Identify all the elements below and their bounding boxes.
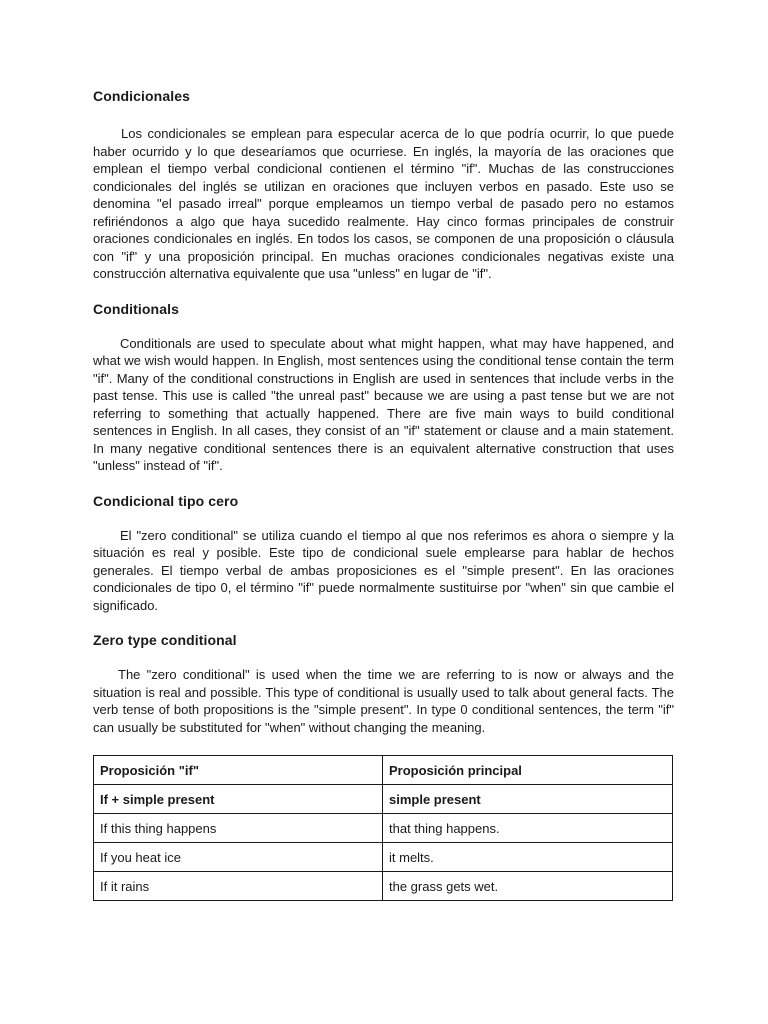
paragraph-condicional-tipo-cero: El "zero conditional" se utiliza cuando el tiempo al que nos referimos es ahora o siempre y la situación es real y posible. Este tipo de condicional suele emplearse para hablar de hechos generales. El tiempo verbal de ambas proposiciones es el "simple present". En las oraciones condicionales de tipo 0, el término "if" puede normalmente sustituirse por "when" sin que cambie el significado. — [93, 527, 674, 613]
table-row — [94, 872, 673, 901]
table-cell: the grass gets wet. — [383, 872, 673, 901]
section-heading-condicional-tipo-cero: Condicional tipo cero — [93, 492, 239, 509]
table-cell: If this thing happens — [94, 814, 383, 843]
table-structure-row — [94, 785, 673, 814]
table-row — [94, 814, 673, 843]
section-heading-conditionals: Conditionals — [93, 300, 179, 317]
table-row — [94, 843, 673, 872]
table-cell: that thing happens. — [383, 814, 673, 843]
paragraph-conditionals: Conditionals are used to speculate about what might happen, what may have happened, and what we wish would happen. In English, most sentences using the conditional tense contain the term "if". Many of the conditional constructions in English are used in sentences that include verbs in the past tense. This use is called "the unreal past" because we are using a past tense but we are not referring to something that actually happened. There are five main ways to build conditional sentences in English. In all cases, they consist of an "if" statement or clause and a main statement. In many negative conditional sentences there is an equivalent alternative construction that uses "unless" instead of "if". — [93, 335, 674, 473]
section-heading-condicionales: Condicionales — [93, 88, 190, 104]
table-cell: simple present — [383, 785, 673, 814]
table-header-cell: Proposición "if" — [94, 756, 383, 785]
table-header-row — [94, 756, 673, 785]
zero-conditional-table — [93, 755, 673, 901]
section-heading-zero-type-conditional: Zero type conditional — [93, 632, 237, 648]
table-cell: it melts. — [383, 843, 673, 872]
table-header-cell: Proposición principal — [383, 756, 673, 785]
table-cell: If you heat ice — [94, 843, 383, 872]
paragraph-zero-type-conditional: The "zero conditional" is used when the time we are referring to is now or always and the situation is real and possible. This type of conditional is usually used to talk about general facts. The verb tense of both propositions is the "simple present". In type 0 conditional sentences, the term "if" can usually be substituted for "when" without changing the meaning. — [93, 667, 674, 735]
paragraph-condicionales: Los condicionales se emplean para especular acerca de lo que podría ocurrir, lo que puede haber ocurrido y lo que desearíamos que ocurriese. En inglés, la mayoría de las oraciones que emplean el tiempo verbal condicional contienen el término "if". Muchas de las construcciones condicionales del inglés se utilizan en oraciones que incluyen verbos en pasado. Este uso se denomina "el pasado irreal" porque empleamos un tiempo verbal de pasado pero no estamos refiriéndonos a algo que haya sucedido realmente. Hay cinco formas principales de construir oraciones condicionales en inglés. En todos los casos, se componen de una proposición o cláusula con "if" y una proposición principal. En muchas oraciones condicionales negativas existe una construcción alternativa equivalente que usa "unless" en lugar de "if". — [93, 126, 674, 281]
table-cell: If + simple present — [94, 785, 383, 814]
table-cell: If it rains — [94, 872, 383, 901]
